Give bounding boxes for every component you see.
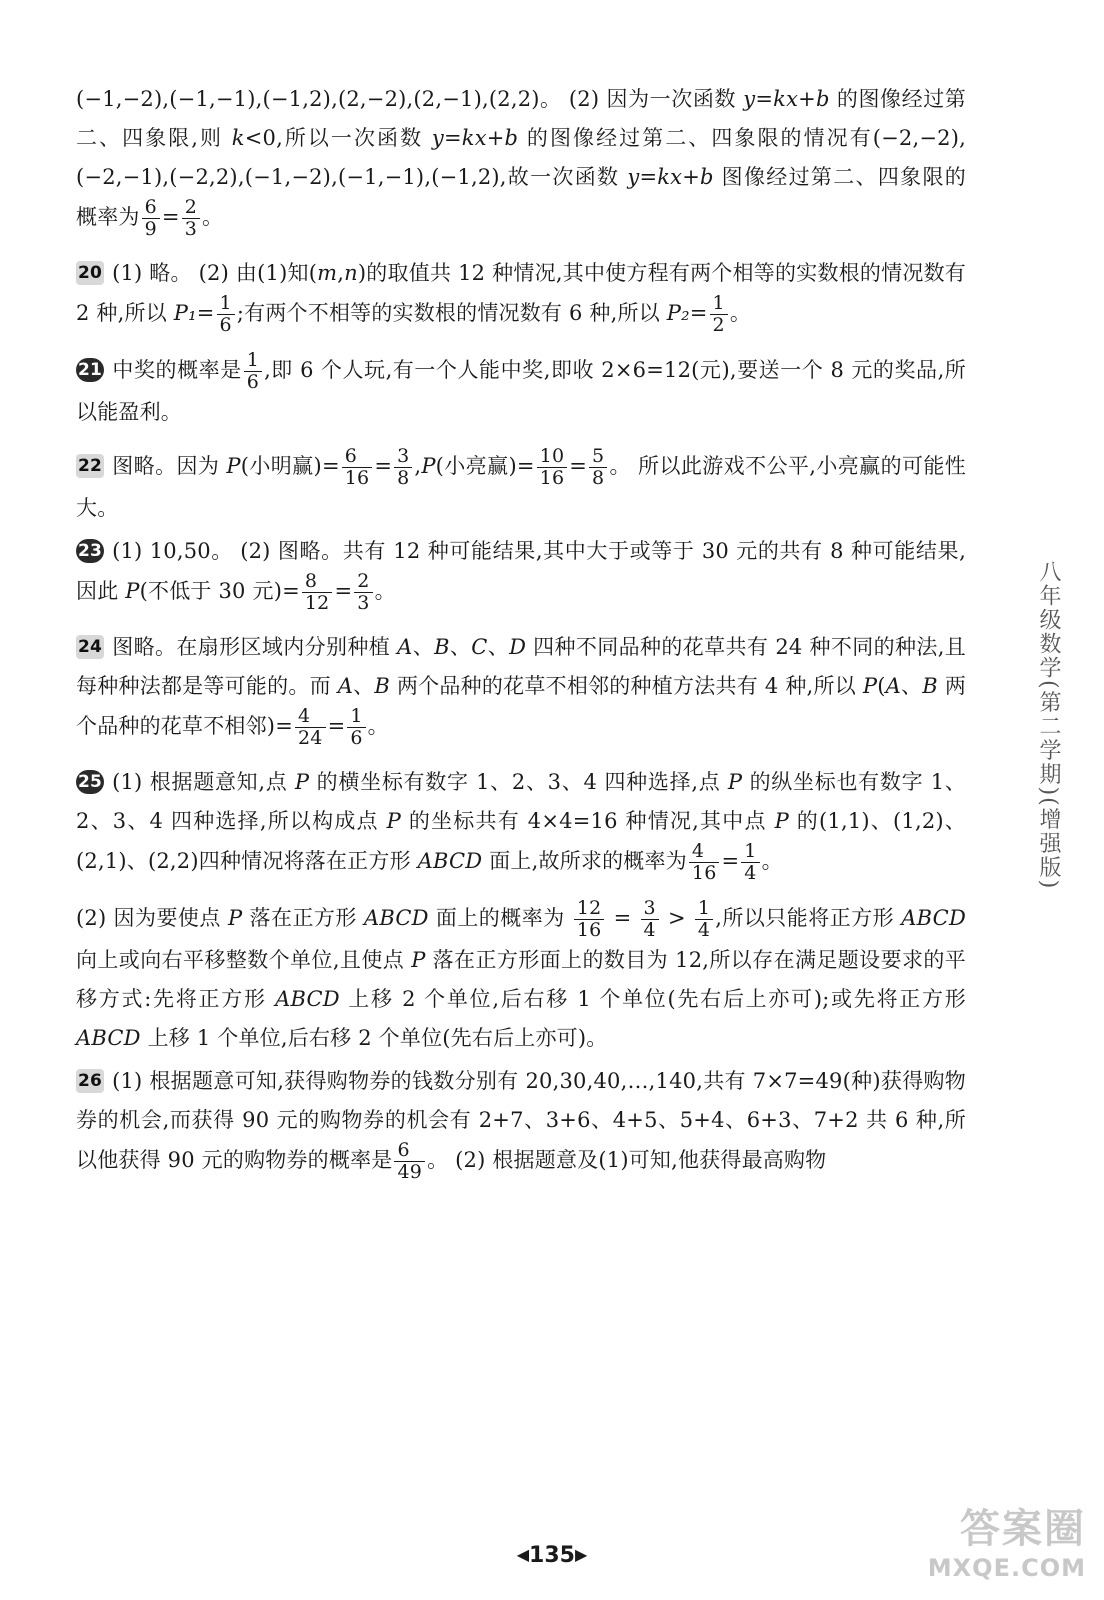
fraction: $\frac{2}{3}$ bbox=[182, 197, 200, 240]
answer-22: 22 图略。因为 P(小明赢)= $\frac{6}{16}$ = $\frac{3}{8}$ ,P(小亮赢)= $\frac{10}{16}$ = $\frac{5}{8}$ 。 所以此游戏不公平,小亮赢的可能性大。 bbox=[76, 445, 967, 520]
question-number-badge: 21 bbox=[78, 360, 103, 380]
fraction: $\frac{2}{3}$ bbox=[354, 571, 372, 614]
page-number-value: 135 bbox=[529, 1543, 575, 1568]
fraction: $\frac{1}{6}$ bbox=[347, 706, 365, 749]
book-title-sidebar: 八年级数学(第二学期)(增强版) bbox=[1036, 560, 1061, 891]
fraction: $\frac{10}{16}$ bbox=[537, 446, 568, 489]
fraction: $\frac{3}{8}$ bbox=[394, 446, 412, 489]
answer-26: 26 (1) 根据题意可知,获得购物券的钱数分别有 20,30,40,…,140,共有 7×7=49(种)获得购物券的机会,而获得 90 元的购物券的机会有 2+7、3+6、4+5、5+4、6+3、7+2 共 6 种,所以他获得 90 元的购物券的概率是 $\frac{6}{49}$ 。 (2) 根据题意及(1)可知,他获得最高购物 bbox=[76, 1069, 966, 1183]
fraction: $\frac{4}{24}$ bbox=[295, 706, 326, 749]
fraction: $\frac{4}{16}$ bbox=[689, 841, 720, 884]
fraction: $\frac{1}{6}$ bbox=[217, 293, 235, 336]
answer-20: 20 (1) 略。 (2) 由(1)知(m,n)的取值共 12 种情况,其中使方程有两个相等的实数根的情况数有 2 种,所以 P₁= $\frac{1}{6}$ ;有两个不相等的实数根的情况数有 6 种,所以 P₂= $\frac{1}{2}$ 。 bbox=[76, 261, 967, 336]
fraction: $\frac{1}{2}$ bbox=[710, 293, 728, 336]
right-triangle-icon: ▶ bbox=[574, 1545, 588, 1564]
fraction: $\frac{1}{6}$ bbox=[244, 350, 262, 393]
question-number-badge: 20 bbox=[78, 263, 103, 283]
question-number-badge: 26 bbox=[78, 1071, 103, 1091]
answer-24: 24 图略。在扇形区域内分别种植 A、B、C、D 四种不同品种的花草共有 24 种不同的种法,且每种种法都是等可能的。而 A、B 两个品种的花草不相邻的种植方法共有 4 种,所以 P(A、B 两个品种的花草不相邻)= $\frac{4}{24}$ = $\frac{1}{6}$ 。 bbox=[76, 635, 967, 749]
fraction: $\frac{5}{8}$ bbox=[589, 446, 607, 489]
question-number-badge: 25 bbox=[78, 772, 103, 792]
fraction: $\frac{6}{16}$ bbox=[342, 446, 373, 489]
question-number-badge: 24 bbox=[78, 637, 103, 657]
fraction: $\frac{12}{16}$ bbox=[574, 898, 605, 941]
fraction: $\frac{8}{12}$ bbox=[302, 571, 333, 614]
answer-19-continued: (−1,−2),(−1,−1),(−1,2),(2,−2),(2,−1),(2,2)。 (2) 因为一次函数 y=kx+b 的图像经过第二、四象限,则 k<0,所以一次函数 y=kx+b 的图像经过第二、四象限的情况有(−2,−2),(−2,−1),(−2,2),(−1,−2),(−1,−1),(−1,2),故一次函数 y=kx+b 图像经过第二、四象限的概率为 $\frac{6}{9}$ = $\frac{2}{3}$ 。 bbox=[76, 87, 967, 240]
answer-25-part2: (2) 因为要使点 P 落在正方形 ABCD 面上的概率为 $\frac{12}{16}$ = $\frac{3}{4}$ > $\frac{1}{4}$ ,所以只能将正方形 ABCD 向上或向右平移整数个单位,且使点 P 落在正方形面上的数目为 12,所以存在满足题设要求的平移方式:先将正方形 ABCD 上移 2 个单位,后右移 1 个单位(先右后上亦可);或先将正方形 ABCD 上移 1 个单位,后右移 2 个单位(先右后上亦可)。 bbox=[76, 897, 966, 1050]
answer-21: 21 中奖的概率是 $\frac{1}{6}$ ,即 6 个人玩,有一个人能中奖,即收 2×6=12(元),要送一个 8 元的奖品,所以能盈利。 bbox=[76, 349, 967, 424]
question-number-badge: 22 bbox=[78, 456, 103, 476]
fraction: $\frac{1}{4}$ bbox=[695, 898, 713, 941]
left-triangle-icon: ◀ bbox=[516, 1545, 530, 1564]
fraction: $\frac{1}{4}$ bbox=[741, 841, 759, 884]
fraction: $\frac{6}{9}$ bbox=[142, 197, 160, 240]
fraction: $\frac{6}{49}$ bbox=[394, 1140, 425, 1183]
answer-25-part1: 25 (1) 根据题意知,点 P 的横坐标有数字 1、2、3、4 四种选择,点 P 的纵坐标也有数字 1、2、3、4 四种选择,所以构成点 P 的坐标共有 4×4=16 种情况,其中点 P 的(1,1)、(1,2)、(2,1)、(2,2)四种情况将落在正方形 ABCD 面上,故所求的概率为 $\frac{4}{16}$ = $\frac{1}{4}$ 。 bbox=[76, 770, 966, 884]
answer-23: 23 (1) 10,50。 (2) 图略。共有 12 种可能结果,其中大于或等于 30 元的共有 8 种可能结果,因此 P(不低于 30 元)= $\frac{8}{12}$ = $\frac{2}{3}$ 。 bbox=[76, 539, 966, 614]
watermark: 答案圈 MXQE.COM bbox=[927, 1506, 1086, 1582]
answer-content bbox=[76, 80, 966, 1197]
question-number-badge: 23 bbox=[78, 541, 103, 561]
fraction: $\frac{3}{4}$ bbox=[641, 898, 659, 941]
